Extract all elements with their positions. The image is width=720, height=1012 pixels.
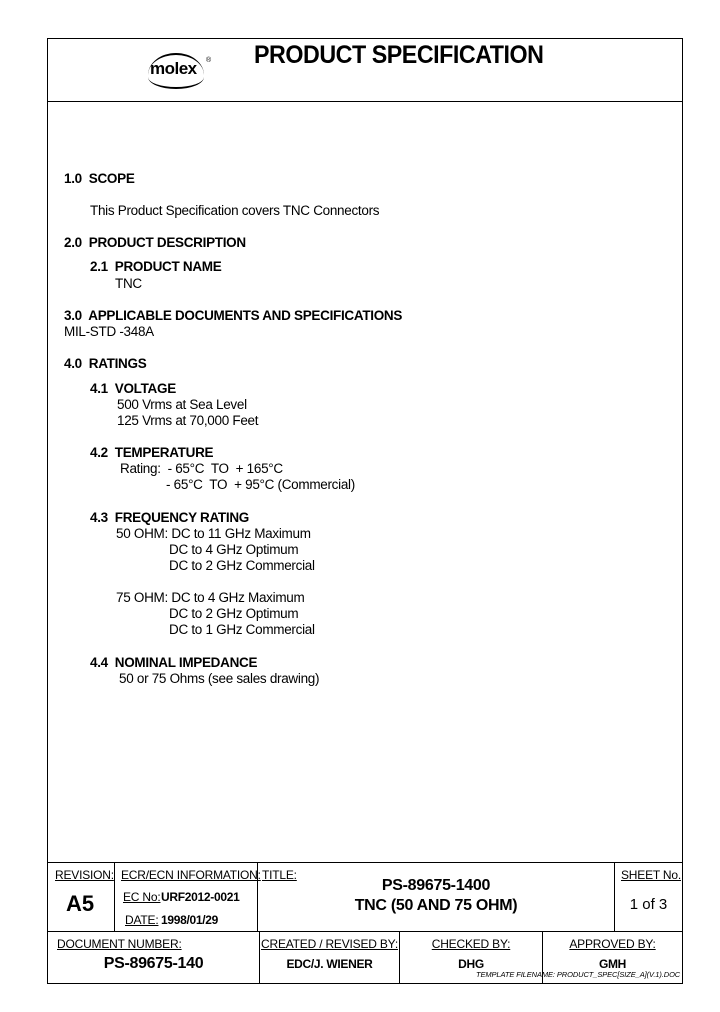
voltage-line-1: 500 Vrms at Sea Level — [117, 397, 247, 412]
section-product-name-text: TNC — [115, 276, 142, 291]
frequency-50-line-3: DC to 2 GHz Commercial — [169, 558, 315, 573]
ec-no-label: EC No: — [123, 890, 161, 904]
document-number-value: PS-89675-140 — [103, 955, 204, 972]
revision-label: REVISION: — [55, 868, 114, 882]
approved-by-value: GMH — [598, 957, 627, 971]
section-scope-heading: 1.0 SCOPE — [64, 171, 135, 186]
section-impedance-heading: 4.4 NOMINAL IMPEDANCE — [90, 655, 258, 670]
template-filename: TEMPLATE FILENAME: PRODUCT_SPEC[SIZE_A](V.1).DOC — [476, 970, 681, 979]
title-line-2: TNC (50 AND 75 OHM) — [354, 897, 518, 914]
date-value: 1998/01/29 — [161, 913, 219, 927]
title-block — [48, 862, 682, 985]
section-scope-text: This Product Specification covers TNC Connectors — [90, 203, 380, 218]
title-block-row-divider — [48, 931, 682, 932]
frequency-75-line-2: DC to 2 GHz Optimum — [169, 606, 299, 621]
section-product-name-heading: 2.1 PRODUCT NAME — [90, 259, 222, 274]
section-frequency-heading: 4.3 FREQUENCY RATING — [90, 510, 249, 525]
ecr-label: ECR/ECN INFORMATION: — [121, 868, 261, 882]
checked-by-label: CHECKED BY: — [431, 937, 511, 951]
sheet-value: 1 of 3 — [629, 896, 668, 913]
logo-text: molex — [150, 59, 197, 78]
impedance-text: 50 or 75 Ohms (see sales drawing) — [119, 671, 320, 686]
divider-revision — [114, 863, 115, 931]
date-label: DATE: — [125, 913, 159, 927]
created-by-value: EDC/J. WIENER — [286, 957, 373, 971]
section-applicable-docs-heading: 3.0 APPLICABLE DOCUMENTS AND SPECIFICATIONS — [64, 308, 403, 323]
title-label: TITLE: — [262, 868, 297, 882]
temperature-line-2: - 65°C TO + 95°C (Commercial) — [166, 477, 355, 492]
registered-mark: ® — [206, 57, 212, 64]
sheet-label: SHEET No. — [621, 868, 681, 882]
frequency-50-line-1: 50 OHM: DC to 11 GHz Maximum — [116, 526, 311, 541]
section-temperature-heading: 4.2 TEMPERATURE — [90, 445, 214, 460]
document-number-label: DOCUMENT NUMBER: — [57, 937, 182, 951]
document-header — [48, 39, 682, 102]
section-product-description-heading: 2.0 PRODUCT DESCRIPTION — [64, 235, 246, 250]
molex-logo — [146, 55, 218, 87]
section-applicable-docs-text: MIL-STD -348A — [64, 324, 154, 339]
section-ratings-heading: 4.0 RATINGS — [64, 356, 147, 371]
approved-by-label: APPROVED BY: — [569, 937, 656, 951]
checked-by-value: DHG — [458, 957, 484, 971]
voltage-line-2: 125 Vrms at 70,000 Feet — [117, 413, 259, 428]
created-by-label: CREATED / REVISED BY: — [261, 937, 398, 951]
section-voltage-heading: 4.1 VOLTAGE — [90, 381, 176, 396]
frequency-75-line-1: 75 OHM: DC to 4 GHz Maximum — [116, 590, 305, 605]
ec-no-value: URF2012-0021 — [161, 890, 240, 904]
title-line-1: PS-89675-1400 — [381, 877, 491, 894]
frequency-50-line-2: DC to 4 GHz Optimum — [169, 542, 299, 557]
page-title: PRODUCT SPECIFICATION — [254, 41, 544, 69]
temperature-line-1: Rating: - 65°C TO + 165°C — [120, 461, 283, 476]
page-frame — [47, 38, 683, 984]
frequency-75-line-3: DC to 1 GHz Commercial — [169, 622, 315, 637]
revision-value: A5 — [66, 891, 95, 916]
